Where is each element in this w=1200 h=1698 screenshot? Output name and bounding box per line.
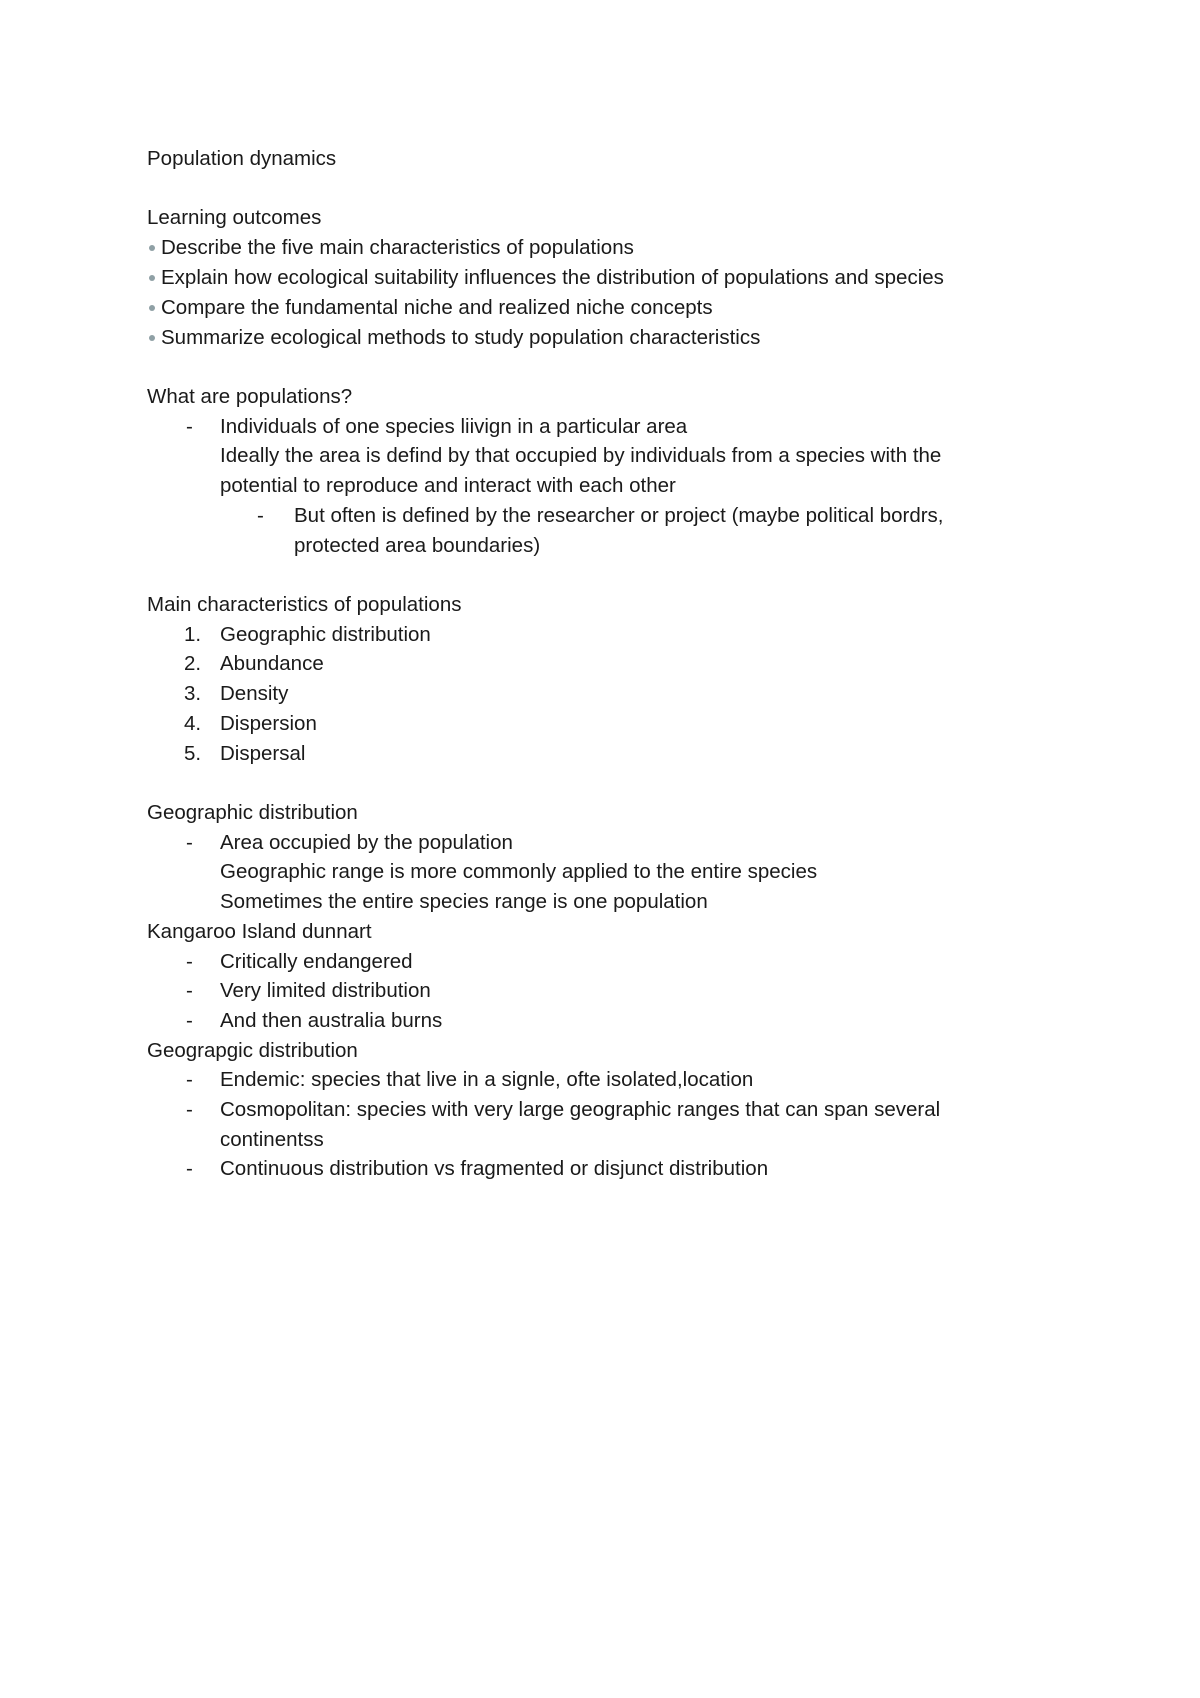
list-number: 5. xyxy=(184,742,202,765)
outcome-item: Describe the five main characteristics of populations xyxy=(161,236,634,259)
dash-marker: - xyxy=(186,1157,193,1180)
distribution-item: Cosmopolitan: species with very large geographic ranges that can span several xyxy=(220,1098,941,1121)
dash-marker: - xyxy=(186,415,193,438)
characteristic-item: Abundance xyxy=(220,652,324,675)
learning-outcomes-heading: Learning outcomes xyxy=(147,206,322,229)
dash-marker: - xyxy=(186,1068,193,1091)
dash-marker: - xyxy=(257,504,264,527)
dash-marker: - xyxy=(186,979,193,1002)
list-number: 2. xyxy=(184,652,202,675)
geograpgic-distribution-heading: Geograpgic distribution xyxy=(147,1039,358,1062)
outcome-item: Explain how ecological suitability influences the distribution of populations and species xyxy=(161,266,944,289)
distribution-item: Continuous distribution vs fragmented or disjunct distribution xyxy=(220,1157,769,1180)
dash-marker: - xyxy=(186,1009,193,1032)
document-title: Population dynamics xyxy=(147,147,337,170)
outcome-item: Compare the fundamental niche and realized niche concepts xyxy=(161,296,713,319)
characteristic-item: Dispersion xyxy=(220,712,317,735)
dash-marker: - xyxy=(186,831,193,854)
definition-line: Ideally the area is defind by that occupied by individuals from a species with the xyxy=(220,444,942,467)
sub-definition-line: protected area boundaries) xyxy=(294,534,541,557)
bullet-icon xyxy=(149,305,155,311)
dash-marker: - xyxy=(186,1098,193,1121)
definition-line: potential to reproduce and interact with each other xyxy=(220,474,676,497)
outcome-item: Summarize ecological methods to study population characteristics xyxy=(161,326,761,349)
dash-marker: - xyxy=(186,950,193,973)
characteristic-item: Density xyxy=(220,682,289,705)
geo-line: Area occupied by the population xyxy=(220,831,513,854)
list-number: 4. xyxy=(184,712,202,735)
characteristic-item: Geographic distribution xyxy=(220,623,431,646)
kangaroo-item: Critically endangered xyxy=(220,950,413,973)
distribution-item: continentss xyxy=(220,1128,324,1151)
geographic-distribution-heading: Geographic distribution xyxy=(147,801,358,824)
kangaroo-item: And then australia burns xyxy=(220,1009,443,1032)
definition-line: Individuals of one species liivign in a particular area xyxy=(220,415,688,438)
bullet-icon xyxy=(149,275,155,281)
list-number: 1. xyxy=(184,623,202,646)
distribution-item: Endemic: species that live in a signle, ofte isolated,location xyxy=(220,1068,754,1091)
kangaroo-item: Very limited distribution xyxy=(220,979,431,1002)
main-characteristics-heading: Main characteristics of populations xyxy=(147,593,462,616)
kangaroo-island-heading: Kangaroo Island dunnart xyxy=(147,920,372,943)
sub-definition-line: But often is defined by the researcher or project (maybe political bordrs, xyxy=(294,504,944,527)
geo-line: Sometimes the entire species range is one population xyxy=(220,890,708,913)
characteristic-item: Dispersal xyxy=(220,742,306,765)
list-number: 3. xyxy=(184,682,202,705)
bullet-icon xyxy=(149,245,155,251)
what-are-populations-heading: What are populations? xyxy=(147,385,353,408)
bullet-icon xyxy=(149,335,155,341)
geo-line: Geographic range is more commonly applied to the entire species xyxy=(220,860,818,883)
